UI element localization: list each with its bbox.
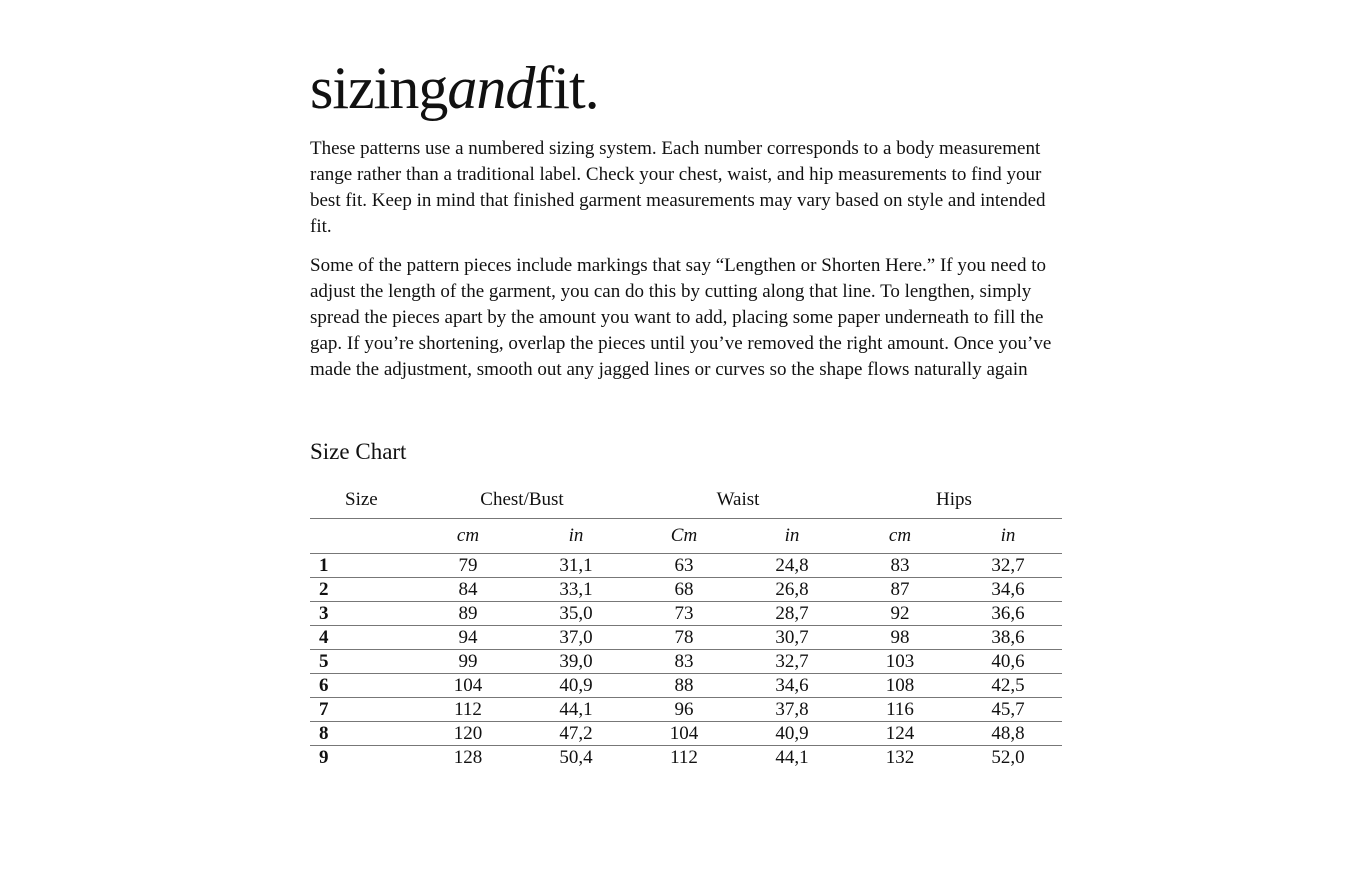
unit-header: Cm xyxy=(630,519,738,554)
table-row xyxy=(310,626,1062,650)
table-cell: 45,7 xyxy=(954,698,1062,722)
table-cell: 132 xyxy=(885,746,915,768)
table-cell: 92 xyxy=(846,602,954,626)
table-row xyxy=(310,722,1062,746)
table-cell: 99 xyxy=(414,650,522,674)
table-cell: 24,8 xyxy=(738,554,846,578)
table-cell: 40,6 xyxy=(954,650,1062,674)
adjustment-paragraph: Some of the pattern pieces include markings that say “Lengthen or Shorten Here.” If you need to adjust the length of the garment, you can do this by cutting along that line. To lengthen, simply spread the pieces apart by the amount you want to add, placing some paper underneath to fill the gap. If you’re shortening, overlap the pieces until you’ve removed the right amount. Once you’ve made the adjustment, smooth out any jagged lines or curves so the shape flows naturally again xyxy=(310,255,1052,380)
table-cell: 39,0 xyxy=(522,650,630,674)
table-cell: 78 xyxy=(630,626,738,650)
table-cell: 47,2 xyxy=(522,722,630,746)
table-cell: 83 xyxy=(846,554,954,578)
table-cell: 37,8 xyxy=(738,698,846,722)
table-cell: 36,6 xyxy=(954,602,1062,626)
table-cell: 87 xyxy=(846,578,954,602)
title-part-sizing: sizing xyxy=(310,55,448,121)
table-cell: 124 xyxy=(846,722,954,746)
page-title xyxy=(310,52,1062,124)
size-cell: 9 xyxy=(319,746,329,768)
table-cell: 116 xyxy=(846,698,954,722)
size-cell: 6 xyxy=(310,674,414,698)
table-cell: 50,4 xyxy=(559,746,593,768)
table-cell: 42,5 xyxy=(954,674,1062,698)
table-cell: 89 xyxy=(414,602,522,626)
table-cell: 34,6 xyxy=(954,578,1062,602)
table-cell: 37,0 xyxy=(522,626,630,650)
chest-bust-column-header: Chest/Bust xyxy=(414,482,630,519)
table-cell: 48,8 xyxy=(954,722,1062,746)
table-cell: 112 xyxy=(414,698,522,722)
unit-header: cm xyxy=(414,519,522,554)
size-cell: 7 xyxy=(310,698,414,722)
table-cell: 68 xyxy=(630,578,738,602)
table-cell: 33,1 xyxy=(522,578,630,602)
table-cell: 28,7 xyxy=(738,602,846,626)
table-cell: 96 xyxy=(630,698,738,722)
table-cell: 44,1 xyxy=(775,746,809,768)
size-cell: 2 xyxy=(310,578,414,602)
table-row xyxy=(310,650,1062,674)
table-row xyxy=(310,554,1062,578)
group-header-row xyxy=(310,482,1062,519)
unit-header: in xyxy=(522,519,630,554)
unit-header: in xyxy=(954,519,1062,554)
table-cell: 88 xyxy=(630,674,738,698)
table-cell: 120 xyxy=(414,722,522,746)
table-cell: 26,8 xyxy=(738,578,846,602)
table-row xyxy=(310,674,1062,698)
table-cell: 31,1 xyxy=(522,554,630,578)
title-part-fit: fit. xyxy=(534,55,599,121)
unit-header: cm xyxy=(846,519,954,554)
size-cell: 8 xyxy=(310,722,414,746)
waist-column-header: Waist xyxy=(630,482,846,519)
table-cell: 108 xyxy=(846,674,954,698)
table-cell: 63 xyxy=(630,554,738,578)
size-chart-heading: Size Chart xyxy=(310,439,407,464)
table-row xyxy=(310,602,1062,626)
table-cell: 73 xyxy=(630,602,738,626)
size-cell: 4 xyxy=(310,626,414,650)
document-page xyxy=(310,52,1062,769)
table-cell: 40,9 xyxy=(522,674,630,698)
size-column-header: Size xyxy=(310,482,414,519)
table-cell: 52,0 xyxy=(991,746,1025,768)
table-cell: 112 xyxy=(670,746,698,768)
table-cell: 94 xyxy=(414,626,522,650)
table-cell: 34,6 xyxy=(738,674,846,698)
table-cell: 44,1 xyxy=(522,698,630,722)
table-cell: 35,0 xyxy=(522,602,630,626)
unit-header-row xyxy=(310,519,1062,554)
size-chart-table xyxy=(310,482,1062,769)
hips-column-header: Hips xyxy=(846,482,1062,519)
table-row xyxy=(310,578,1062,602)
table-cell: 98 xyxy=(846,626,954,650)
table-cell: 128 xyxy=(453,746,483,768)
size-cell: 5 xyxy=(310,650,414,674)
table-cell: 104 xyxy=(414,674,522,698)
table-cell: 84 xyxy=(414,578,522,602)
table-cell: 40,9 xyxy=(738,722,846,746)
table-cell: 83 xyxy=(630,650,738,674)
table-row xyxy=(310,746,1062,770)
table-cell: 32,7 xyxy=(954,554,1062,578)
table-cell: 103 xyxy=(846,650,954,674)
intro-paragraph: These patterns use a numbered sizing system. Each number corresponds to a body measurement range rather than a traditional label. Check your chest, waist, and hip measurements to find your best fit. Keep in mind that finished garment measurements may vary based on style and intended fit. xyxy=(310,138,1046,237)
table-row xyxy=(310,698,1062,722)
table-cell: 30,7 xyxy=(738,626,846,650)
unit-header: in xyxy=(738,519,846,554)
table-cell: 104 xyxy=(630,722,738,746)
table-cell: 32,7 xyxy=(738,650,846,674)
unit-header-empty xyxy=(310,519,414,554)
title-part-and: and xyxy=(447,55,535,121)
size-cell: 3 xyxy=(310,602,414,626)
table-cell: 38,6 xyxy=(954,626,1062,650)
size-cell: 1 xyxy=(310,554,414,578)
table-cell: 79 xyxy=(414,554,522,578)
